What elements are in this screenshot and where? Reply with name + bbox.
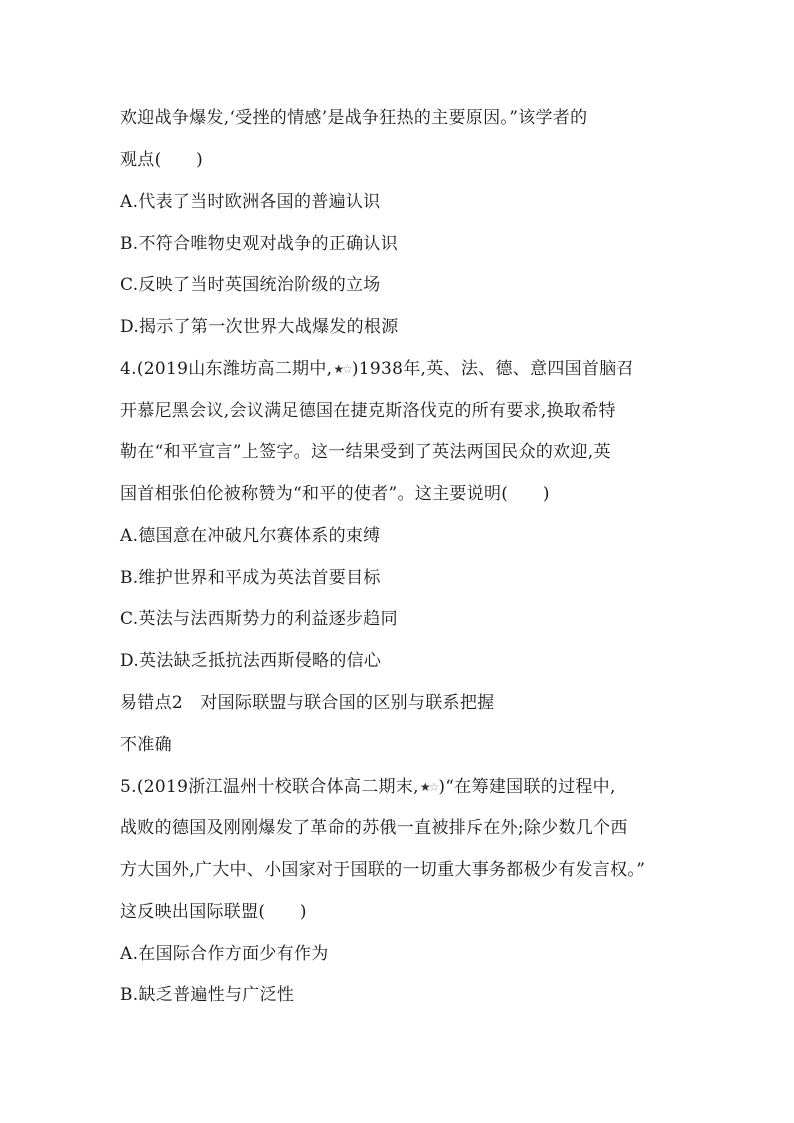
q5-text-line-3: 方大国外,广大中、小国家对于国联的一切重大事务都极少有发言权。” [120,860,646,880]
q5-option-b: B.缺乏普遍性与广泛性 [120,985,295,1005]
q5-stem-start: )“在筹建国联的过程中, [438,777,616,797]
q4-text-line-3: 勒在“和平宣言”上签字。这一结果受到了英法两国民众的欢迎,英 [120,442,611,462]
q3-option-a: A.代表了当时欧洲各国的普遍认识 [120,192,381,212]
q4-option-a: A.德国意在冲破凡尔赛体系的束缚 [120,526,381,546]
q3-text-line-2: 观点( ) [120,150,204,170]
q4-source: 4.(2019山东潍坊高二期中, [120,359,333,379]
q5-option-a: A.在国际合作方面少有作为 [120,944,329,964]
q5-text-line-4: 这反映出国际联盟( ) [120,902,307,922]
q3-option-d: D.揭示了第一次世界大战爆发的根源 [120,317,399,337]
q4-text-line-4: 国首相张伯伦被称赞为“和平的使者”。这主要说明( ) [120,484,550,504]
section-heading-line-2: 不准确 [120,735,172,755]
q5-header-line [120,775,720,799]
difficulty-stars-icon: ★☆ [333,361,351,376]
q4-option-b: B.维护世界和平成为英法首要目标 [120,568,381,588]
q4-option-c: C.英法与法西斯势力的利益逐步趋同 [120,609,398,629]
q3-option-c: C.反映了当时英国统治阶级的立场 [120,275,381,295]
q4-stem-start: )1938年,英、法、德、意四国首脑召 [351,359,634,379]
q5-text-line-2: 战败的德国及刚刚爆发了革命的苏俄一直被排斥在外;除少数几个西 [120,818,628,838]
q3-text-line-1: 欢迎战争爆发,‘受挫的情感’是战争狂热的主要原因。”该学者的 [120,108,588,128]
q3-option-b: B.不符合唯物史观对战争的正确认识 [120,234,398,254]
q4-header-line [120,357,720,381]
q4-text-line-2: 开慕尼黑会议,会议满足德国在捷克斯洛伐克的所有要求,换取希特 [120,401,616,421]
q4-option-d: D.英法缺乏抵抗法西斯侵略的信心 [120,651,382,671]
q5-source: 5.(2019浙江温州十校联合体高二期末, [120,777,419,797]
section-heading-line-1: 易错点2 对国际联盟与联合国的区别与联系把握 [120,693,495,713]
difficulty-stars-icon: ★☆ [419,779,438,794]
